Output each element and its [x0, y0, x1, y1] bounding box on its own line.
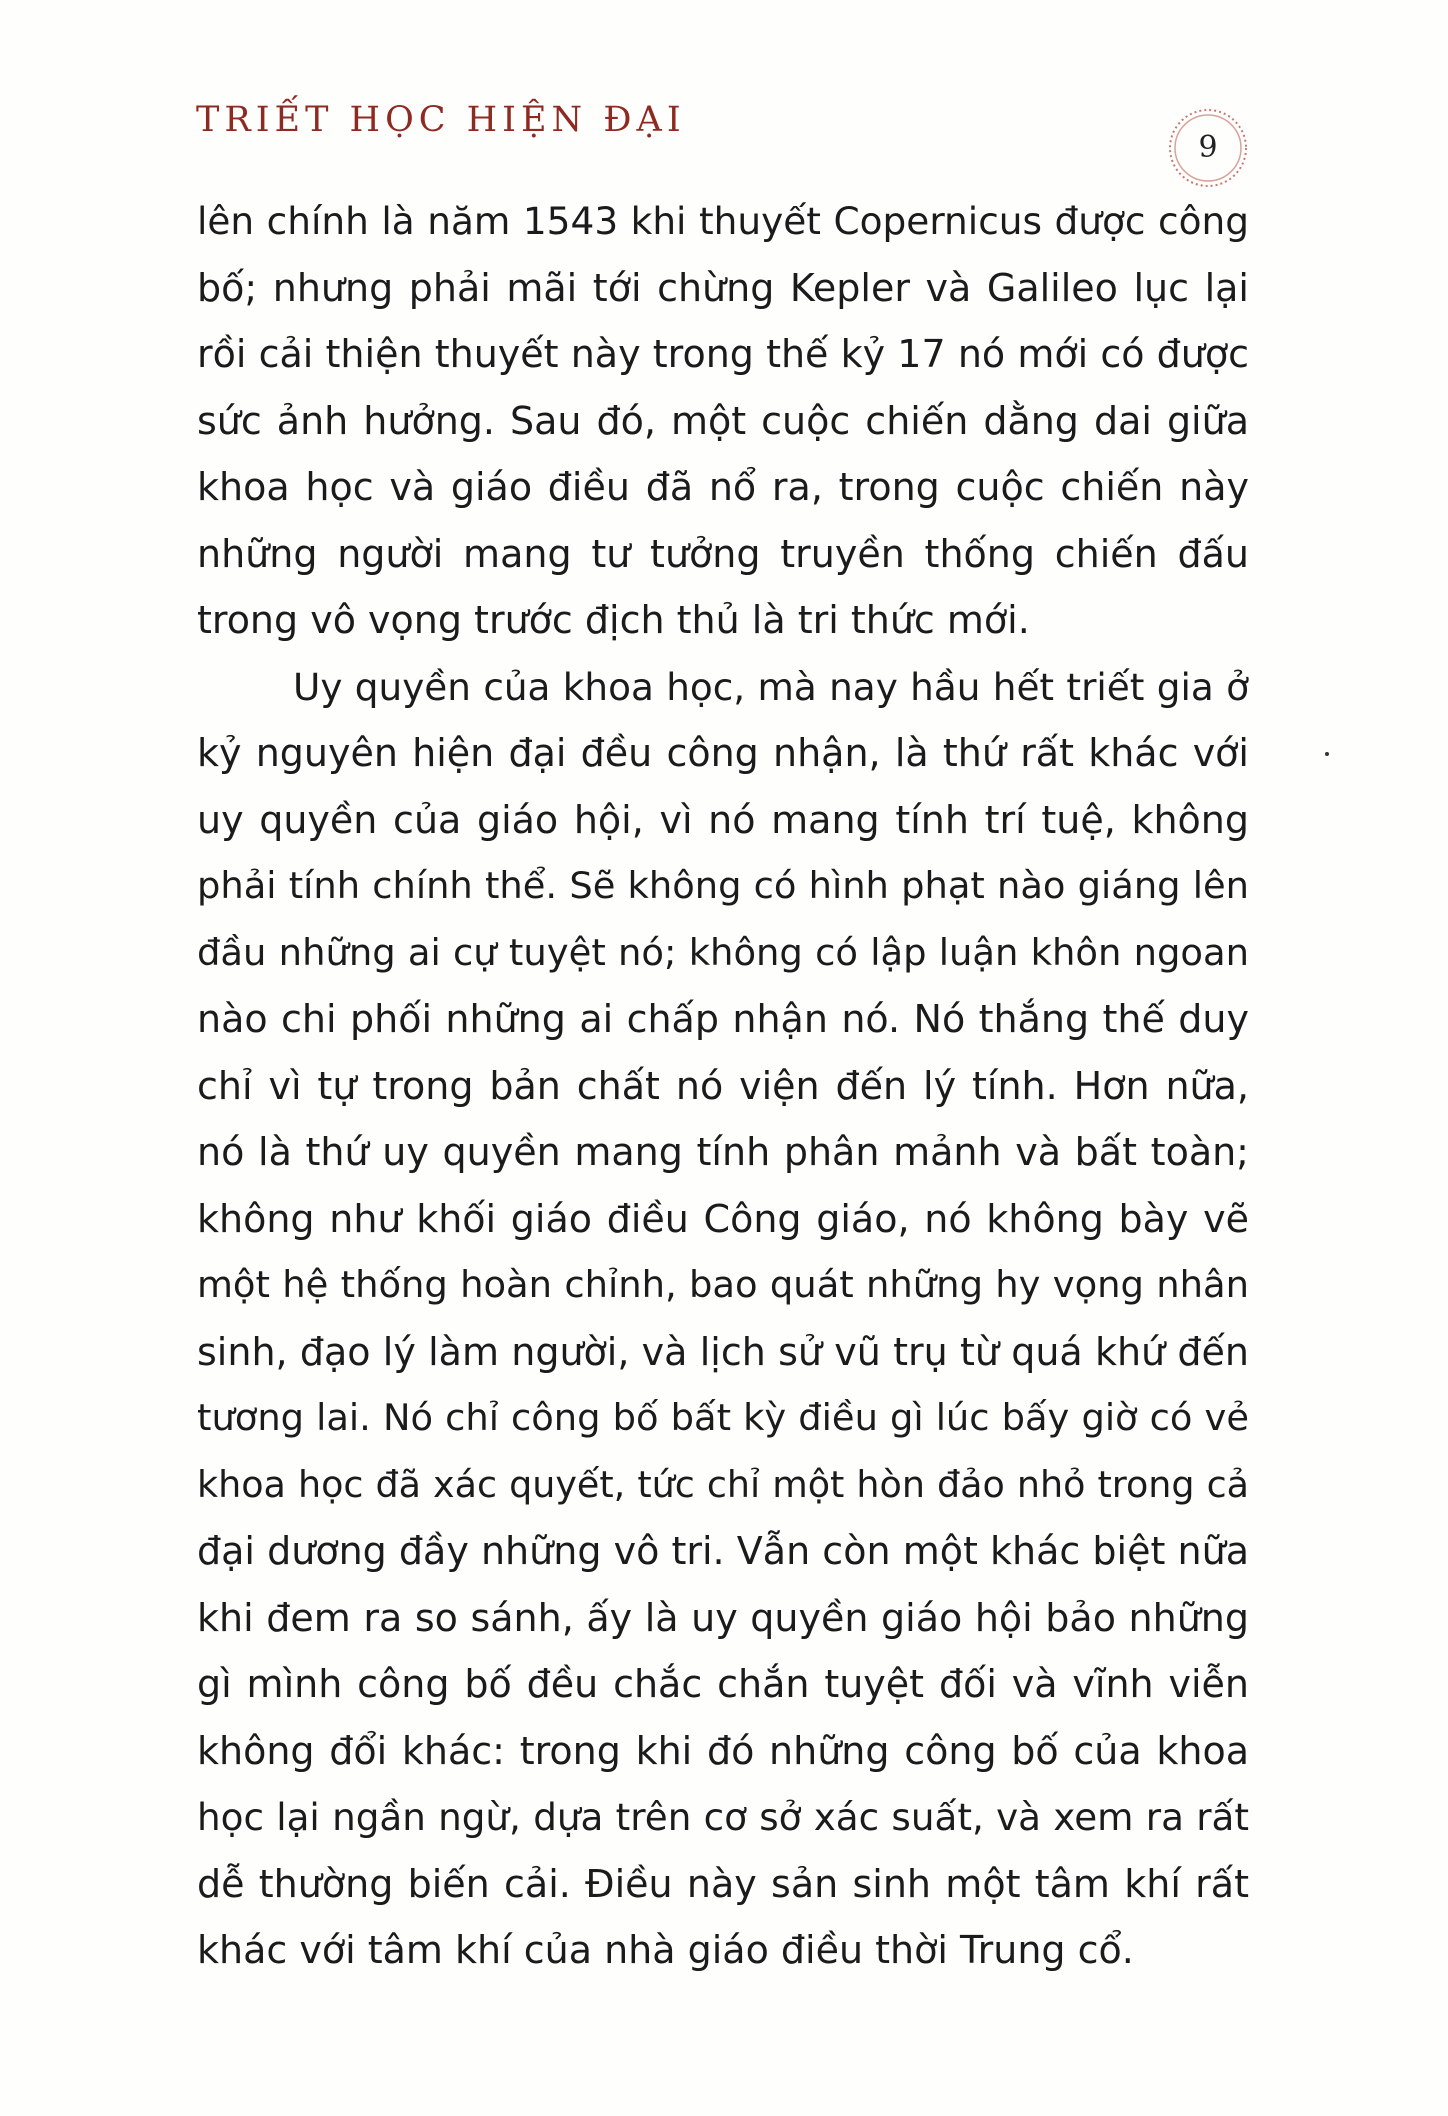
- text-line: Uy quyền của khoa học, mà nay hầu hết triết gia ở: [293, 664, 1249, 709]
- text-line: uy quyền của giáo hội, vì nó mang tính trí tuệ, không: [197, 797, 1249, 842]
- text-line: rồi cải thiện thuyết này trong thế kỷ 17 nó mới có được: [197, 332, 1249, 376]
- paragraph: [197, 654, 1249, 1984]
- text-line: học lại ngần ngừ, dựa trên cơ sở xác suất, và xem ra rất: [197, 1795, 1249, 1839]
- text-line: không như khối giáo điều Công giáo, nó không bày vẽ: [197, 1196, 1249, 1241]
- text-line: đầu những ai cự tuyệt nó; không có lập luận khôn ngoan: [197, 930, 1249, 974]
- text-line: khoa học và giáo điều đã nổ ra, trong cuộc chiến này: [197, 465, 1249, 509]
- text-line: tương lai. Nó chỉ công bố bất kỳ điều gì lúc bấy giờ có vẻ: [197, 1396, 1249, 1439]
- text-line: phải tính chính thể. Sẽ không có hình phạt nào giáng lên: [197, 864, 1249, 907]
- text-line: nó là thứ uy quyền mang tính phân mảnh và bất toàn;: [197, 1130, 1249, 1174]
- text-line: đại dương đầy những vô tri. Vẫn còn một khác biệt nữa: [197, 1529, 1249, 1573]
- body-text: [197, 188, 1249, 1984]
- print-speck: [1325, 752, 1329, 756]
- paragraph: [197, 188, 1249, 654]
- text-line: không đổi khác: trong khi đó những công bố của khoa: [197, 1728, 1249, 1773]
- text-line: lên chính là năm 1543 khi thuyết Copernicus được công: [197, 199, 1249, 243]
- text-line: kỷ nguyên hiện đại đều công nhận, là thứ rất khác với: [197, 731, 1249, 775]
- text-line: chỉ vì tự trong bản chất nó viện đến lý tính. Hơn nữa,: [197, 1063, 1249, 1108]
- text-line: nào chi phối những ai chấp nhận nó. Nó thắng thế duy: [197, 997, 1249, 1041]
- running-head-title: TRIẾT HỌC HIỆN ĐẠI: [196, 100, 686, 140]
- text-line: một hệ thống hoàn chỉnh, bao quát những hy vọng nhân: [197, 1263, 1249, 1306]
- text-line: sinh, đạo lý làm người, và lịch sử vũ trụ từ quá khứ đến: [197, 1329, 1249, 1374]
- text-line: gì mình công bố đều chắc chắn tuyệt đối và vĩnh viễn: [197, 1662, 1249, 1706]
- text-line: sức ảnh hưởng. Sau đó, một cuộc chiến dằng dai giữa: [197, 398, 1249, 443]
- page-number: 9: [1198, 130, 1218, 165]
- text-line: bố; nhưng phải mãi tới chừng Kepler và Galileo lục lại: [197, 265, 1249, 310]
- text-line: dễ thường biến cải. Điều này sản sinh một tâm khí rất: [197, 1861, 1249, 1906]
- text-line: những người mang tư tưởng truyền thống chiến đấu: [197, 531, 1249, 576]
- text-line: khác với tâm khí của nhà giáo điều thời Trung cổ.: [197, 1928, 1134, 1972]
- text-line: khoa học đã xác quyết, tức chỉ một hòn đảo nhỏ trong cả: [197, 1462, 1249, 1506]
- page-number-badge: [1165, 105, 1251, 191]
- text-line: khi đem ra so sánh, ấy là uy quyền giáo hội bảo những: [197, 1595, 1249, 1640]
- text-line: trong vô vọng trước địch thủ là tri thức mới.: [197, 598, 1030, 642]
